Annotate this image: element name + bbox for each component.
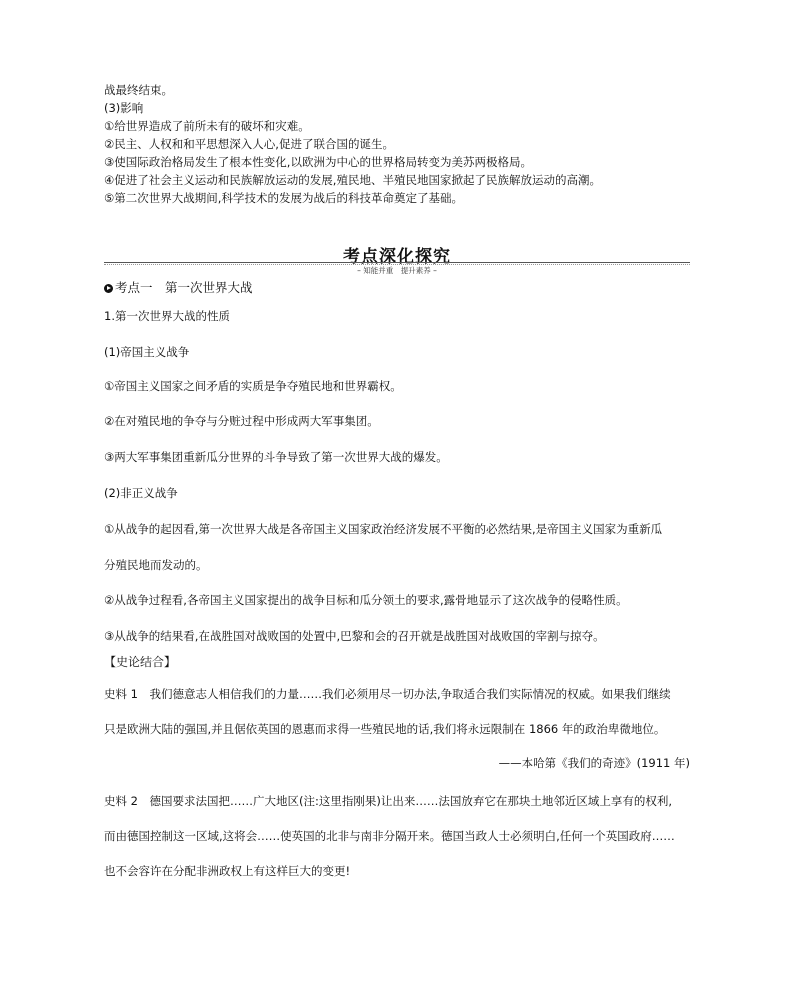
body-line: ③两大军事集团重新瓜分世界的斗争导致了第一次世界大战的爆发。 [104,450,448,464]
play-bullet-icon [104,284,113,293]
body-line: (1)帝国主义战争 [104,345,190,359]
body-line: ①帝国主义国家之间矛盾的实质是争夺殖民地和世界霸权。 [104,379,402,393]
shiliao1-source: ——本哈第《我们的奇迹》(1911 年) [498,756,690,770]
shiliao2-line: 史料 2 德国要求法国把……广大地区(注:这里指刚果)让出来……法国放弃它在那块土地邻近区域上享有的权利, [104,794,672,808]
body-line: ①从战争的起因看,第一次世界大战是各帝国主义国家政治经济发展不平衡的必然结果,是帝国主义国家为重新瓜 [104,522,663,536]
section-subtitle: – 知能并重 提升素养 – [357,266,437,275]
shilun-heading: 【史论结合】 [104,655,177,669]
body-line: ③从战争的结果看,在战胜国对战败国的处置中,巴黎和会的召开就是战胜国对战败国的宰割与掠夺。 [104,629,605,643]
intro-line: ②民主、人权和和平思想深入人心,促进了联合国的诞生。 [104,137,394,151]
body-line: (2)非正义战争 [104,486,178,500]
kaodian-heading [104,280,253,296]
section-title: 考点深化探究 [343,247,451,267]
shiliao1-line: 史料 1 我们德意志人相信我们的力量……我们必须用尽一切办法,争取适合我们实际情况的权威。如果我们继续 [104,687,671,701]
kaodian-text: 考点一 第一次世界大战 [115,280,253,295]
intro-line: 战最终结束。 [104,83,173,97]
intro-line: (3)影响 [104,101,144,115]
body-line: ②在对殖民地的争夺与分赃过程中形成两大军事集团。 [104,414,379,428]
shiliao2-line: 而由德国控制这一区域,这将会……使英国的北非与南非分隔开来。德国当政人士必须明白,任何一个英国政府…… [104,829,675,843]
intro-line: ⑤第二次世界大战期间,科学技术的发展为战后的科技革命奠定了基础。 [104,191,463,205]
body-line: 分殖民地而发动的。 [104,558,208,572]
intro-line: ③使国际政治格局发生了根本性变化,以欧洲为中心的世界格局转变为美苏两极格局。 [104,155,532,169]
intro-line: ①给世界造成了前所未有的破坏和灾难。 [104,119,310,133]
intro-line: ④促进了社会主义运动和民族解放运动的发展,殖民地、半殖民地国家掀起了民族解放运动的高潮。 [104,173,601,187]
body-line: ②从战争过程看,各帝国主义国家提出的战争目标和瓜分领土的要求,露骨地显示了这次战争的侵略性质。 [104,593,628,607]
section-divider [104,262,690,263]
shiliao2-line: 也不会容许在分配非洲政权上有这样巨大的变更! [104,864,351,878]
body-line: 1.第一次世界大战的性质 [104,309,230,323]
shiliao1-line: 只是欧洲大陆的强国,并且倨依英国的恩惠而求得一些殖民地的话,我们将永远限制在 1866 年的政治卑微地位。 [104,722,666,736]
